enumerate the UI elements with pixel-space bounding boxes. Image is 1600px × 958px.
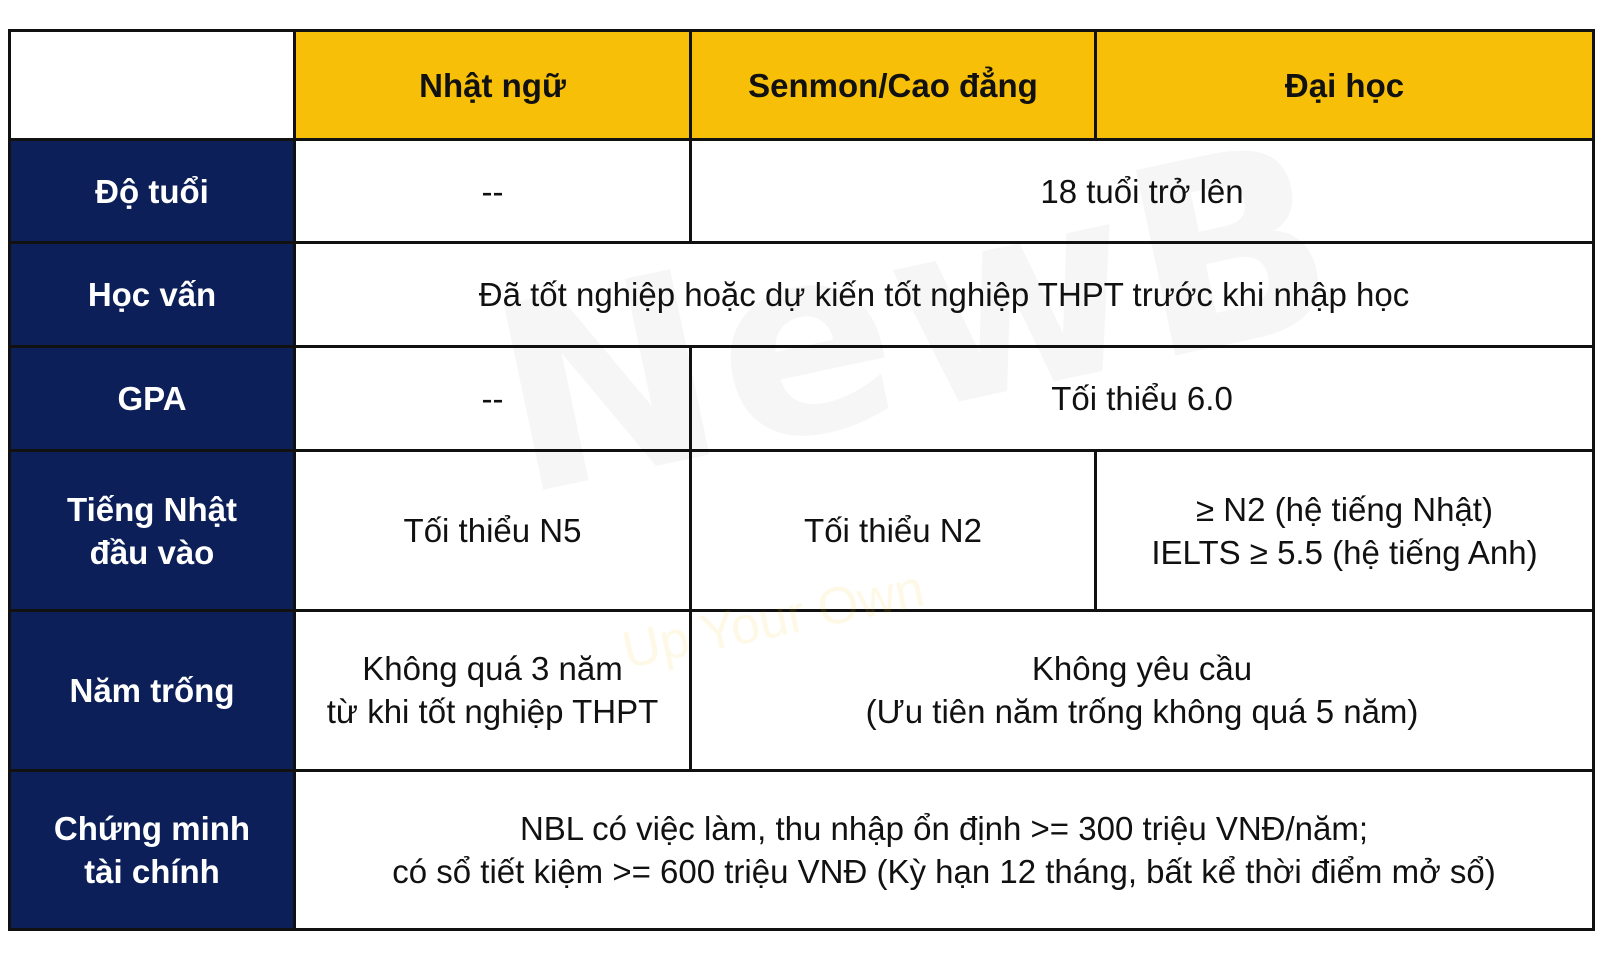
cell-line: từ khi tốt nghiệp THPT <box>326 693 659 731</box>
gpa-senmon-university: Tối thiểu 6.0 <box>691 346 1594 450</box>
cell-line: Không yêu cầu <box>1031 650 1253 688</box>
col-header-language-school: Nhật ngữ <box>295 31 691 140</box>
row-header-gap-year: Năm trống <box>10 611 295 770</box>
japanese-university <box>1096 450 1594 610</box>
row-finance <box>10 770 1594 929</box>
row-header-line: Chứng minh <box>53 809 251 847</box>
col-header-university: Đại học <box>1096 31 1594 140</box>
row-education <box>10 243 1594 346</box>
row-gap-year <box>10 611 1594 770</box>
finance-all <box>295 770 1594 929</box>
cell-line: (Ưu tiên năm trống không quá 5 năm) <box>865 693 1419 731</box>
row-header-japanese-level <box>10 450 295 610</box>
gap-year-language-school <box>295 611 691 770</box>
gpa-language-school: -- <box>295 346 691 450</box>
cell-line: ≥ N2 (hệ tiếng Nhật) <box>1196 490 1493 528</box>
header-row <box>10 31 1594 140</box>
japanese-senmon: Tối thiểu N2 <box>691 450 1096 610</box>
gap-year-senmon-university <box>691 611 1594 770</box>
watermark-tagline: Up Your Own <box>617 559 930 681</box>
cell-line: có sổ tiết kiệm >= 600 triệu VNĐ (Kỳ hạn 12 tháng, bất kể thời điểm mở sổ) <box>392 852 1496 890</box>
age-language-school: -- <box>295 140 691 243</box>
row-header-line: tài chính <box>84 852 220 890</box>
row-header-line: đầu vào <box>89 533 215 571</box>
corner-cell <box>10 31 295 140</box>
col-header-senmon-college: Senmon/Cao đẳng <box>691 31 1096 140</box>
education-all: Đã tốt nghiệp hoặc dự kiến tốt nghiệp THPT trước khi nhập học <box>295 243 1594 346</box>
row-gpa <box>10 346 1594 450</box>
age-senmon-university: 18 tuổi trở lên <box>691 140 1594 243</box>
cell-line: IELTS ≥ 5.5 (hệ tiếng Anh) <box>1151 533 1538 571</box>
japanese-language-school: Tối thiểu N5 <box>295 450 691 610</box>
row-header-line: Tiếng Nhật <box>67 490 237 528</box>
requirements-table <box>8 29 1595 931</box>
row-header-age: Độ tuổi <box>10 140 295 243</box>
cell-line: Không quá 3 năm <box>362 650 623 688</box>
row-age <box>10 140 1594 243</box>
row-header-gpa: GPA <box>10 346 295 450</box>
row-header-finance <box>10 770 295 929</box>
row-japanese-level <box>10 450 1594 610</box>
row-header-education: Học vấn <box>10 243 295 346</box>
cell-line: NBL có việc làm, thu nhập ổn định >= 300 triệu VNĐ/năm; <box>519 809 1369 847</box>
